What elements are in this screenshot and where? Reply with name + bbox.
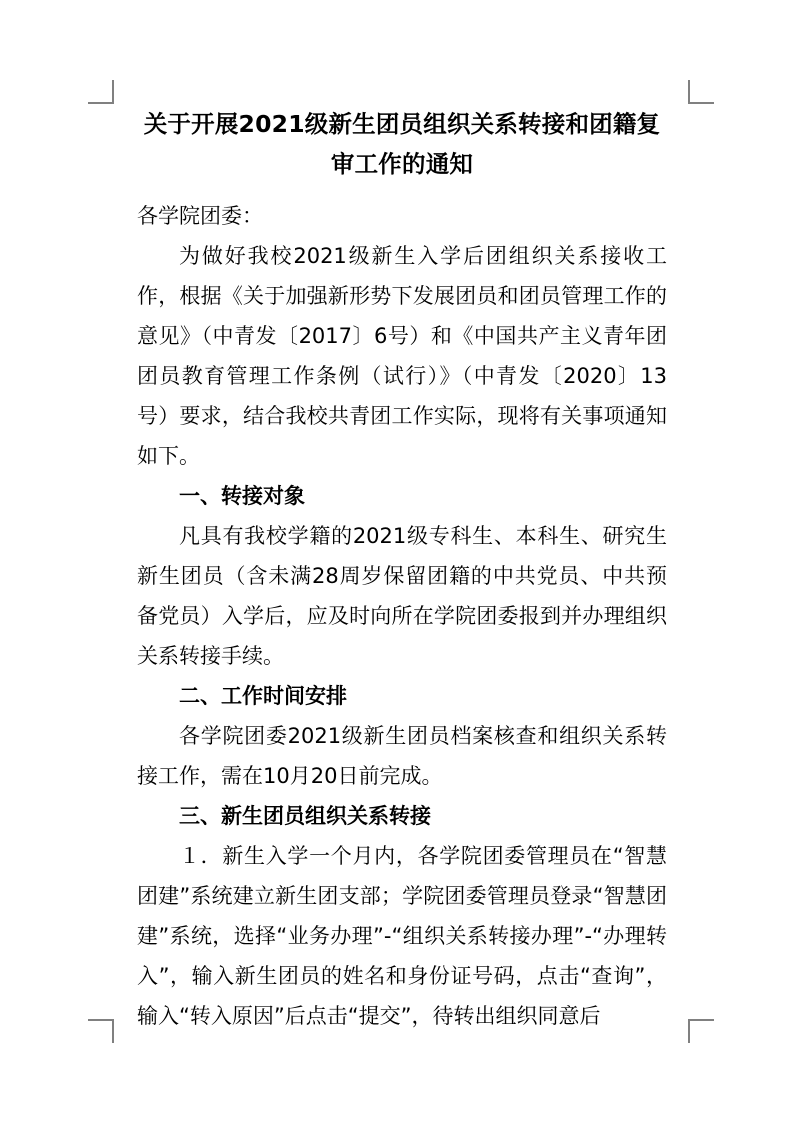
body-paragraph: 各学院团委2021级新生团员档案核查和组织关系转接工作，需在10月20日前完成。 — [137, 724, 667, 788]
body-paragraph: １．新生入学一个月内，各学院团委管理员在“智慧团建”系统建立新生团支部；学院团委管理员登录“智慧团建”系统，选择“业务办理”-“组织关系转接办理”-“办理转入”，输入新生团员的姓名和身份证号码，点击“查询”，输入“转入原因”后点击“提交”，待转出组织同意后 — [137, 844, 667, 1028]
salutation: 各学院团委： — [137, 204, 263, 228]
section-heading: 三、新生团员组织关系转接 — [179, 804, 431, 828]
crop-mark-bottom-right-icon — [688, 1019, 714, 1043]
document-body — [137, 104, 667, 1036]
document-title: 关于开展2021级新生团员组织关系转接和团籍复审工作的通知 — [143, 110, 661, 178]
body-paragraph: 凡具有我校学籍的2021级专科生、本科生、研究生新生团员（含未满28周岁保留团籍的中共党员、中共预备党员）入学后，应及时向所在学院团委报到并办理组织关系转接手续。 — [137, 524, 667, 668]
crop-mark-top-right-icon — [688, 80, 714, 104]
body-paragraph: 为做好我校2021级新生入学后团组织关系接收工作，根据《关于加强新形势下发展团员和团员管理工作的意见》（中青发〔2017〕6号）和《中国共产主义青年团团员教育管理工作条例（试行）》（中青发〔2020〕13号）要求，结合我校共青团工作实际，现将有关事项通知如下。 — [137, 244, 667, 468]
section-heading: 一、转接对象 — [179, 484, 305, 508]
crop-mark-bottom-left-icon — [88, 1019, 114, 1043]
document-blocks — [137, 236, 667, 1036]
crop-mark-top-left-icon — [88, 80, 114, 104]
section-heading: 二、工作时间安排 — [179, 684, 347, 708]
